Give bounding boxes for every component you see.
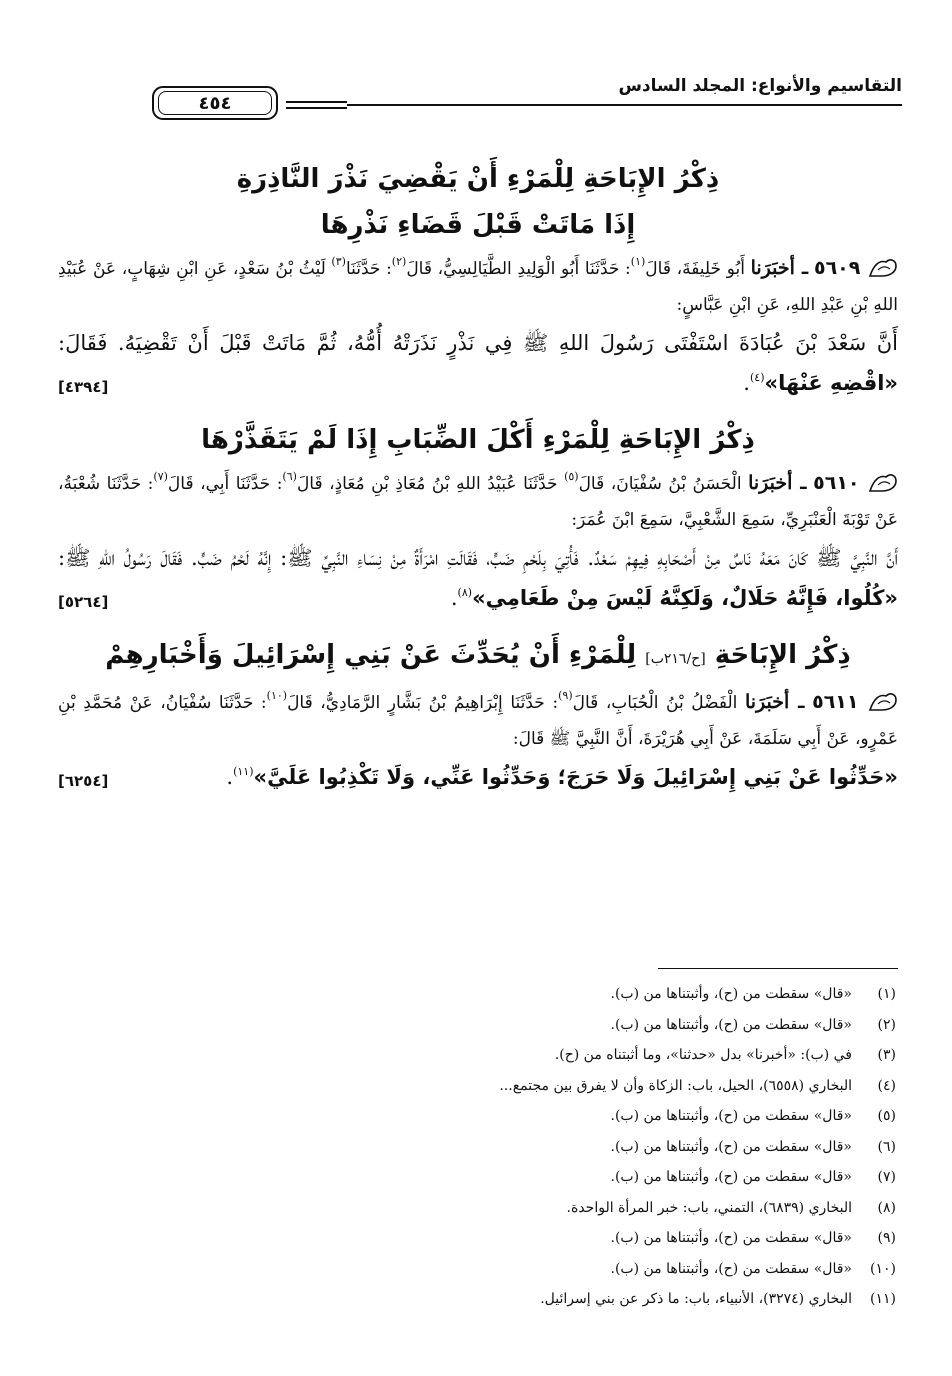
footnotes-list bbox=[56, 979, 896, 1315]
hadith-marker-icon bbox=[868, 256, 898, 280]
footnote-number: (١١) bbox=[870, 1291, 896, 1307]
footnote-marker: (١١) bbox=[233, 765, 254, 778]
chapter-heading bbox=[58, 632, 898, 682]
matn-text: . bbox=[226, 765, 234, 789]
footnote-number: (٩) bbox=[877, 1230, 896, 1246]
footnote-text: البخاري (٦٨٣٩)، التمني، باب: خبر المرأة الواحدة. bbox=[566, 1199, 852, 1216]
matn-text: . bbox=[743, 371, 750, 395]
akhbarana-keyword: أخبَرَنا bbox=[744, 691, 790, 713]
cross-reference: [٤٣٩٤] bbox=[58, 378, 109, 396]
isnad-text: : حَدَّثَنَا bbox=[345, 259, 392, 279]
main-text bbox=[58, 156, 898, 811]
page-number: ٤٥٤ bbox=[158, 91, 272, 115]
prophetic-saying: «حَدِّثُوا عَنْ بَنِي إِسْرَائِيلَ وَلَا حَرَجَ؛ وَحَدِّثُوا عَنِّي، وَلَا تَكْذِبُوا عَلَيَّ» bbox=[253, 765, 898, 789]
isnad-text: : حَدَّثَنَا سُفْيَانُ، عَنْ مُحَمَّدِ بْنِ عَمْرٍو، عَنْ أَبِي سَلَمَةَ، عَنْ أَبِي هُرَيْرَةَ، أَنَّ النَّبِيَّ ﷺ قَالَ: bbox=[58, 693, 898, 749]
footnote-number: (٣) bbox=[877, 1047, 896, 1063]
cross-reference: [٦٢٥٤] bbox=[58, 772, 109, 790]
footnote bbox=[56, 1162, 896, 1193]
hadith-entry bbox=[58, 684, 898, 801]
footnote-number: (١٠) bbox=[870, 1260, 896, 1277]
footnote-text: البخاري (٦٥٥٨)، الحيل، باب: الزكاة وأن لا يفرق بين مجتمع... bbox=[499, 1077, 852, 1094]
hadith-matn bbox=[58, 757, 898, 797]
isnad-text: : حَدَّثَنَا إِبْرَاهِيمُ بْنُ بَشَّارٍ الرَّمَادِيُّ، قَالَ bbox=[287, 693, 559, 713]
footnote-number: (٧) bbox=[877, 1169, 896, 1185]
footnote-number: (١) bbox=[877, 986, 896, 1002]
akhbarana-keyword: أخبَرَنا bbox=[748, 472, 793, 494]
akhbarana-keyword: أخبَرَنا bbox=[750, 257, 795, 279]
hadith-matn bbox=[58, 323, 898, 403]
footnote bbox=[56, 1132, 896, 1163]
hadith-number: ٥٦١١ bbox=[812, 691, 859, 713]
chapter-heading-text: لِلْمَرْءِ أَنْ يُحَدِّثَ عَنْ بَنِي إِسْرَائِيلَ وَأَخْبَارِهِمْ bbox=[105, 640, 646, 670]
footnote bbox=[56, 1254, 896, 1285]
footnote-number: (٢) bbox=[877, 1016, 896, 1033]
page-number-ornament bbox=[54, 86, 347, 126]
isnad-text: الْحَسَنُ بْنُ سُفْيَانَ، قَالَ bbox=[578, 474, 749, 494]
footnote-text: «قال» سقطت من (ح)، وأثبتناها من (ب). bbox=[610, 1016, 852, 1033]
footnote-marker: (٤) bbox=[749, 371, 765, 384]
footnote-number: (٤) bbox=[877, 1077, 896, 1094]
footnote-text: «قال» سقطت من (ح)، وأثبتناها من (ب). bbox=[610, 1138, 852, 1155]
footnote-number: (٥) bbox=[877, 1108, 896, 1124]
ornament-line bbox=[286, 101, 347, 103]
footnote-text: «قال» سقطت من (ح)، وأثبتناها من (ب). bbox=[610, 1108, 852, 1124]
footnote-text: «قال» سقطت من (ح)، وأثبتناها من (ب). bbox=[610, 1260, 852, 1277]
footnote-text: «قال» سقطت من (ح)، وأثبتناها من (ب). bbox=[610, 1169, 852, 1185]
footnote-marker: (١٠) bbox=[266, 689, 288, 702]
footnote-text: «قال» سقطت من (ح)، وأثبتناها من (ب). bbox=[610, 1230, 852, 1246]
chapter-heading-text: ذِكْرُ الإِبَاحَةِ bbox=[705, 640, 851, 670]
isnad-text: أَبُو خَلِيفَةَ، قَالَ bbox=[645, 259, 751, 279]
ornament-line bbox=[286, 107, 347, 109]
footnote-text: «قال» سقطت من (ح)، وأثبتناها من (ب). bbox=[610, 986, 852, 1002]
footnote-text: البخاري (٣٢٧٤)، الأنبياء، باب: ما ذكر عن بني إسرائيل. bbox=[540, 1291, 852, 1307]
hadith-entry bbox=[58, 250, 898, 407]
hadith-entry bbox=[58, 465, 898, 622]
chapter-heading-line: إِذَا مَاتَتْ قَبْلَ قَضَاءِ نَذْرِهَا bbox=[320, 210, 636, 240]
footnote-marker: (٣) bbox=[331, 255, 346, 268]
running-header bbox=[54, 70, 902, 130]
footnote bbox=[56, 1010, 896, 1041]
hadith-isnad: ٥٦١٠ ـ أخبَرَنا الْحَسَنُ بْنُ سُفْيَانَ، قَالَ$^{(٥)}$ حَدَّثَنَا عُبَيْدُ اللهِ بْنُ مُعَاذِ بْنِ مُعَاذٍ، قَالَ$^{(٦)}$: حَدَّثَنَا أَبِي، قَالَ$^{(٧)}$: حَدَّثَنَا شُعْبَةُ، عَنْ تَوْبَةَ الْعَنْبَرِيِّ، سَمِعَ الشَّعْبِيَّ، سَمِعَ ابْنَ عُمَرَ: bbox=[58, 470, 898, 530]
hadith-marker-icon bbox=[868, 690, 898, 714]
footnote bbox=[56, 1193, 896, 1224]
footnote bbox=[56, 1101, 896, 1132]
matn-text: أَنَّ سَعْدَ بْنَ عُبَادَةَ اسْتَفْتَى رَسُولَ اللهِ ﷺ فِي نَذْرٍ نَذَرَتْهُ أُمُّهُ، ثُمَّ مَاتَتْ قَبْلَ أَنْ تَقْضِيَهُ. فَقَالَ: bbox=[58, 331, 898, 355]
prophetic-saying: «اقْضِهِ عَنْهَا» bbox=[764, 371, 898, 395]
chapter-heading-line: ذِكْرُ الإِبَاحَةِ لِلْمَرْءِ أَنْ يَقْضِيَ نَذْرَ النَّاذِرَةِ bbox=[236, 164, 720, 194]
footnote-marker: (٥) bbox=[564, 470, 579, 483]
footnote bbox=[56, 1284, 896, 1315]
hadith-isnad: ٥٦١١ ـ أخبَرَنا الْفَضْلُ بْنُ الْحُبَابِ، قَالَ$^{(٩)}$: حَدَّثَنَا إِبْرَاهِيمُ بْنُ بَشَّارٍ الرَّمَادِيُّ، قَالَ$^{(١٠)}$: حَدَّثَنَا سُفْيَانُ، عَنْ مُحَمَّدِ بْنِ عَمْرٍو، عَنْ أَبِي سَلَمَةَ، عَنْ أَبِي هُرَيْرَةَ، أَنَّ النَّبِيَّ ﷺ قَالَ: bbox=[58, 689, 898, 749]
isnad-text: حَدَّثَنَا عُبَيْدُ اللهِ بْنُ مُعَاذِ بْنِ مُعَاذٍ، قَالَ bbox=[296, 474, 565, 494]
prophetic-saying: «كُلُوا، فَإِنَّهُ حَلَالٌ، وَلَكِنَّهُ لَيْسَ مِنْ طَعَامِي» bbox=[472, 586, 898, 610]
footnote bbox=[56, 1071, 896, 1102]
footnote bbox=[56, 979, 896, 1010]
matn-text: أَنَّ النَّبِيَّ ﷺ كَانَ مَعَهُ نَاسٌ مِنْ أَصْحَابِهِ فِيهِمْ سَعْدٌ. فَأُتِيَ بِلَحْمِ ضَبٍّ، فَقَالَتِ امْرَأَةٌ مِنْ نِسَاءِ النَّبِيِّ ﷺ: إِنَّهُ لَحْمُ ضَبٍّ. فَقَالَ رَسُولُ اللهِ ﷺ: bbox=[58, 546, 898, 570]
footnote-text: في (ب): «أخبرنا» بدل «حدثنا»، وما أثبتناه من (ح). bbox=[554, 1047, 852, 1063]
isnad-text: الْفَضْلُ بْنُ الْحُبَابِ، قَالَ bbox=[572, 693, 745, 713]
footnote-marker: (٦) bbox=[282, 470, 297, 483]
footnote-marker: (٨) bbox=[457, 586, 473, 599]
page-number-frame bbox=[152, 86, 278, 120]
chapter-heading bbox=[58, 417, 898, 463]
footnote bbox=[56, 1223, 896, 1254]
footnote bbox=[56, 1040, 896, 1071]
hadith-marker-icon bbox=[868, 471, 898, 495]
chapter-heading bbox=[58, 156, 898, 248]
footnote-marker: (٢) bbox=[391, 255, 407, 268]
footnote-marker: (١) bbox=[630, 255, 646, 268]
footnote-number: (٦) bbox=[877, 1138, 896, 1155]
header-rule bbox=[347, 104, 902, 106]
footnote-separator bbox=[658, 968, 898, 969]
hadith-number: ٥٦٠٩ bbox=[813, 257, 861, 279]
footnote-marker: (٩) bbox=[558, 689, 573, 702]
chapter-heading-line: ذِكْرُ الإِبَاحَةِ لِلْمَرْءِ أَكْلَ الضِّبَابِ إِذَا لَمْ يَتَقَذَّرْهَا bbox=[201, 425, 755, 455]
isnad-text: : حَدَّثَنَا شُعْبَةُ، عَنْ تَوْبَةَ الْعَنْبَرِيِّ، سَمِعَ الشَّعْبِيَّ، سَمِعَ ابْنَ عُمَرَ: bbox=[58, 474, 898, 530]
matn-text: . bbox=[450, 586, 458, 610]
cross-reference: [٥٢٦٤] bbox=[58, 593, 109, 611]
hadith-isnad: ٥٦٠٩ ـ أخبَرَنا أَبُو خَلِيفَةَ، قَالَ$^{(١)}$: حَدَّثَنَا أَبُو الْوَلِيدِ الطَّيَالِسِيُّ، قَالَ$^{(٢)}$: حَدَّثَنَا$^{(٣)}$ لَيْثُ بْنُ سَعْدٍ، عَنِ ابْنِ شِهَابٍ، عَنْ عُبَيْدِ اللهِ بْنِ عَبْدِ اللهِ، عَنِ ابْنِ عَبَّاسٍ: bbox=[58, 255, 898, 315]
isnad-text: لَيْثُ بْنُ سَعْدٍ، عَنِ ابْنِ شِهَابٍ، عَنْ عُبَيْدِ اللهِ بْنِ عَبْدِ اللهِ، عَنِ ابْنِ عَبَّاسٍ: bbox=[58, 259, 898, 315]
isnad-text: : حَدَّثَنَا أَبِي، قَالَ bbox=[167, 474, 283, 494]
footnote-number: (٨) bbox=[877, 1199, 896, 1216]
manuscript-folio-reference: [ح/٢١٦ب] bbox=[645, 651, 706, 667]
running-title: التقاسيم والأنواع: المجلد السادس bbox=[618, 76, 902, 96]
hadith-matn bbox=[58, 538, 898, 618]
isnad-text: : حَدَّثَنَا أَبُو الْوَلِيدِ الطَّيَالِسِيُّ، قَالَ bbox=[406, 259, 631, 279]
chapter-heading-line bbox=[58, 632, 898, 682]
footnote-marker: (٧) bbox=[153, 470, 168, 483]
hadith-number: ٥٦١٠ bbox=[813, 472, 860, 494]
